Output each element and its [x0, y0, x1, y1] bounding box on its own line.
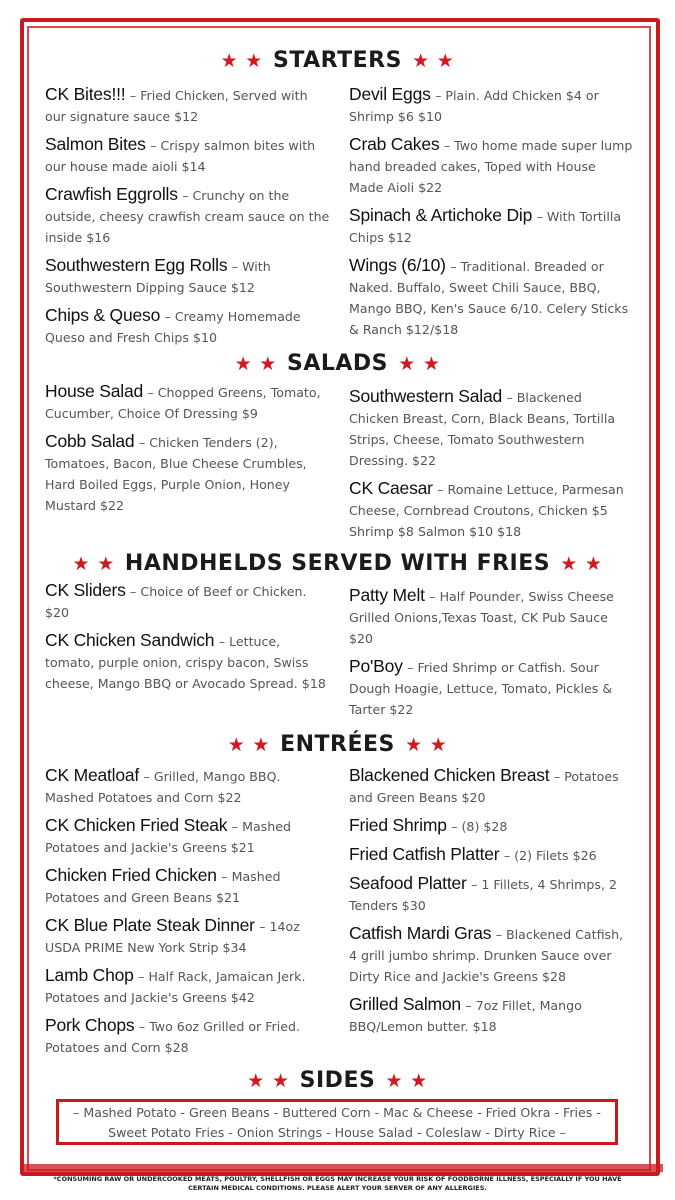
menu-item-description: – Two 6oz Grilled or Fried. Potatoes and Corn $28 — [45, 1019, 300, 1055]
handhelds-right-column — [349, 585, 634, 727]
menu-item-description: – Chopped Greens, Tomato, Cucumber, Choice Of Dressing $9 — [45, 385, 321, 421]
menu-item-name: Wings (6/10) — [349, 255, 446, 275]
section-heading-salads — [0, 351, 675, 376]
section-heading-handhelds — [0, 551, 675, 576]
menu-item — [349, 656, 634, 720]
salads-left-column — [45, 381, 330, 523]
menu-item-name: Cobb Salad — [45, 431, 135, 451]
menu-item — [349, 134, 634, 198]
menu-item-description: – (8) $28 — [451, 819, 508, 834]
menu-item-name: CK Sliders — [45, 580, 126, 600]
menu-item-description: – 14oz USDA PRIME New York Strip $34 — [45, 919, 300, 955]
allergy-disclaimer: *CONSUMING RAW OR UNDERCOOKED MEATS, POULTRY, SHELLFISH OR EGGS MAY INCREASE YOUR RISK OF FOODBORNE ILLNESS, ESPECIALLY IF YOU HAVE CERTAIN MEDICAL CONDITIONS. PLEASE ALERT YOUR SERVER OF ANY ALLERGIES. — [53, 1175, 622, 1192]
section-title: SIDES — [299, 1068, 376, 1093]
menu-item-name: CK Blue Plate Steak Dinner — [45, 915, 255, 935]
menu-item-name: Southwestern Salad — [349, 386, 503, 406]
menu-item-description: – Crunchy on the outside, cheesy crawfish cream sauce on the inside $16 — [45, 188, 330, 245]
star-icon: ★ ★ — [220, 50, 263, 72]
star-icon: ★ ★ — [385, 1070, 428, 1092]
menu-item-name: Salmon Bites — [45, 134, 146, 154]
menu-item-description: – With Tortilla Chips $12 — [349, 209, 622, 245]
menu-item — [45, 255, 330, 298]
menu-item-description: – Choice of Beef or Chicken. $20 — [45, 584, 307, 620]
section-title: ENTRÉES — [280, 732, 395, 757]
menu-item-description: – With Southwestern Dipping Sauce $12 — [45, 259, 271, 295]
entrees-left-column — [45, 765, 330, 1065]
menu-item-description: – (2) Filets $26 — [503, 848, 597, 863]
handhelds-left-column — [45, 580, 330, 701]
section-heading-starters — [0, 48, 675, 73]
menu-item-name: Catfish Mardi Gras — [349, 923, 492, 943]
menu-item-name: CK Caesar — [349, 478, 433, 498]
menu-item — [45, 965, 330, 1008]
starters-left-column — [45, 84, 330, 355]
menu-item-name: Seafood Platter — [349, 873, 467, 893]
menu-item-name: Chips & Queso — [45, 305, 161, 325]
sides-line-2: Sweet Potato Fries - Onion Strings - House Salad - Coleslaw - Dirty Rice – — [108, 1125, 566, 1140]
menu-item-name: House Salad — [45, 381, 144, 401]
menu-item-name: Crab Cakes — [349, 134, 440, 154]
entrees-right-column — [349, 765, 634, 1044]
menu-item — [349, 815, 634, 837]
menu-item — [45, 305, 330, 348]
menu-item — [45, 630, 330, 694]
menu-item — [45, 765, 330, 808]
menu-item — [349, 386, 634, 471]
menu-item-name: Chicken Fried Chicken — [45, 865, 217, 885]
menu-item — [45, 815, 330, 858]
menu-item-description: – Grilled, Mango BBQ. Mashed Potatoes and Corn $22 — [45, 769, 281, 805]
menu-item-description: – Potatoes and Green Beans $20 — [349, 769, 619, 805]
section-heading-sides — [0, 1068, 675, 1093]
menu-item-description: – Half Rack, Jamaican Jerk. Potatoes and Jackie's Greens $42 — [45, 969, 306, 1005]
menu-item-description: – Blackened Catfish, 4 grill jumbo shrimp. Drunken Sauce over Dirty Rice and Jackie's Greens $28 — [349, 927, 624, 984]
menu-item-description: – 7oz Fillet, Mango BBQ/Lemon butter. $18 — [349, 998, 582, 1034]
menu-item-name: CK Bites!!! — [45, 84, 126, 104]
menu-item-name: Grilled Salmon — [349, 994, 461, 1014]
menu-item-name: Lamb Chop — [45, 965, 134, 985]
menu-item-description: – Lettuce, tomato, purple onion, crispy bacon, Swiss cheese, Mango BBQ or Avocado Spread. $18 — [45, 634, 326, 691]
menu-item-description: – Mashed Potatoes and Green Beans $21 — [45, 869, 281, 905]
menu-item-name: Crawfish Eggrolls — [45, 184, 178, 204]
menu-item — [45, 184, 330, 248]
menu-item-description: – Creamy Homemade Queso and Fresh Chips $10 — [45, 309, 301, 345]
menu-item-name: Southwestern Egg Rolls — [45, 255, 228, 275]
menu-item — [45, 865, 330, 908]
menu-item — [349, 255, 634, 340]
menu-item-description: – Fried Chicken, Served with our signature sauce $12 — [45, 88, 308, 124]
star-icon: ★ ★ — [398, 353, 441, 375]
menu-frame-brush — [23, 1164, 663, 1172]
star-icon: ★ ★ — [234, 353, 277, 375]
menu-item-name: CK Chicken Fried Steak — [45, 815, 228, 835]
menu-item-name: Fried Catfish Platter — [349, 844, 500, 864]
menu-item-name: Patty Melt — [349, 585, 425, 605]
menu-item-description: – Mashed Potatoes and Jackie's Greens $21 — [45, 819, 291, 855]
menu-item-description: – Crispy salmon bites with our house made aioli $14 — [45, 138, 316, 174]
menu-item — [349, 994, 634, 1037]
menu-item-name: Pork Chops — [45, 1015, 135, 1035]
menu-item-description: – Two home made super lump hand breaded cakes, Toped with House Made Aioli $22 — [349, 138, 633, 195]
menu-item — [349, 923, 634, 987]
menu-item-name: Spinach & Artichoke Dip — [349, 205, 533, 225]
menu-item — [45, 915, 330, 958]
menu-item — [349, 84, 634, 127]
star-icon: ★ ★ — [72, 553, 115, 575]
menu-item-name: Po'Boy — [349, 656, 403, 676]
menu-item-description: – Half Pounder, Swiss Cheese Grilled Onions,Texas Toast, CK Pub Sauce $20 — [349, 589, 614, 646]
star-icon: ★ ★ — [227, 734, 270, 756]
menu-item — [349, 844, 634, 866]
star-icon: ★ ★ — [560, 553, 603, 575]
section-title: HANDHELDS SERVED WITH FRIES — [124, 551, 551, 576]
section-title: SALADS — [286, 351, 389, 376]
menu-item — [45, 134, 330, 177]
menu-item — [349, 585, 634, 649]
menu-item — [45, 1015, 330, 1058]
menu-item — [349, 205, 634, 248]
star-icon: ★ ★ — [247, 1070, 290, 1092]
menu-item-description: – Romaine Lettuce, Parmesan Cheese, Cornbread Croutons, Chicken $5 Shrimp $8 Salmon $10 $18 — [349, 482, 624, 539]
menu-item — [349, 478, 634, 542]
menu-item — [45, 381, 330, 424]
menu-item-name: Blackened Chicken Breast — [349, 765, 550, 785]
menu-item-name: CK Chicken Sandwich — [45, 630, 215, 650]
menu-item — [349, 873, 634, 916]
starters-right-column — [349, 84, 634, 347]
menu-item — [45, 431, 330, 516]
menu-item-name: Devil Eggs — [349, 84, 431, 104]
sides-line-1: – Mashed Potato - Green Beans - Buttered Corn - Mac & Cheese - Fried Okra - Fries - — [73, 1105, 601, 1120]
menu-item-description: – Plain. Add Chicken $4 or Shrimp $6 $10 — [349, 88, 599, 124]
menu-item-name: CK Meatloaf — [45, 765, 140, 785]
menu-item-description: – Traditional. Breaded or Naked. Buffalo, Sweet Chili Sauce, BBQ, Mango BBQ, Ken's Sauce 6/10. Celery Sticks & Ranch $12/$18 — [349, 259, 629, 337]
salads-right-column — [349, 386, 634, 549]
menu-item — [45, 84, 330, 127]
menu-item — [349, 765, 634, 808]
menu-item-description: – Fried Shrimp or Catfish. Sour Dough Hoagie, Lettuce, Tomato, Pickles & Tarter $22 — [349, 660, 613, 717]
section-heading-entrees — [0, 732, 675, 757]
menu-item-name: Fried Shrimp — [349, 815, 447, 835]
star-icon: ★ ★ — [412, 50, 455, 72]
sides-list — [56, 1099, 618, 1145]
menu-item-description: – 1 Fillets, 4 Shrimps, 2 Tenders $30 — [349, 877, 617, 913]
section-title: STARTERS — [273, 48, 402, 73]
menu-item-description: – Chicken Tenders (2), Tomatoes, Bacon, Blue Cheese Crumbles, Hard Boiled Eggs, Purple Onion, Honey Mustard $22 — [45, 435, 307, 513]
star-icon: ★ ★ — [405, 734, 448, 756]
menu-item — [45, 580, 330, 623]
menu-item-description: – Blackened Chicken Breast, Corn, Black Beans, Tortilla Strips, Cheese, Tomato Southwestern Dressing. $22 — [349, 390, 616, 468]
